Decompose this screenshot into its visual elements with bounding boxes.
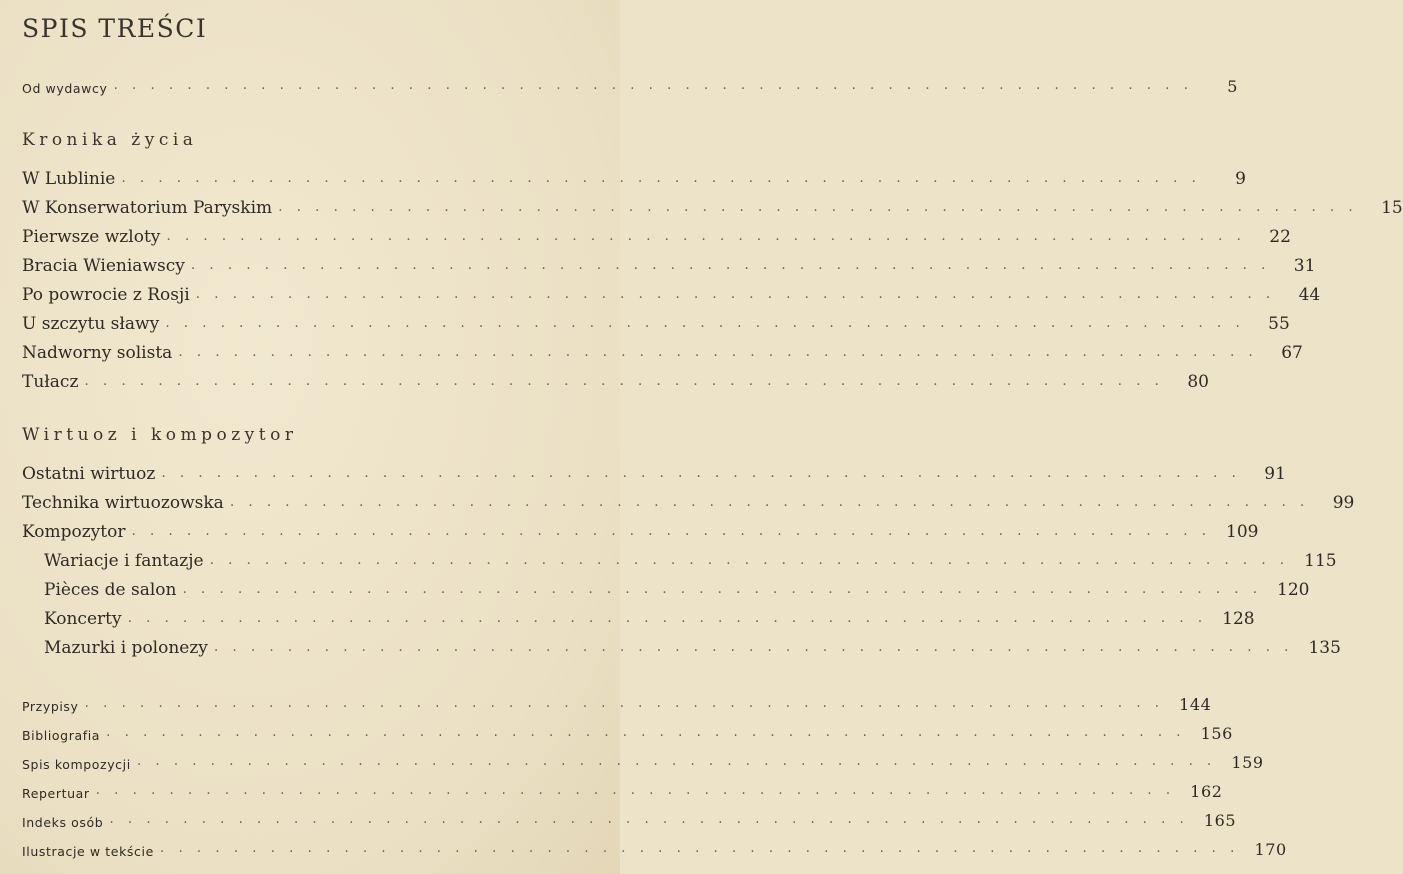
toc-entry-label: Przypisy	[22, 699, 79, 714]
toc-entry-label: Ilustracje w tekście	[22, 844, 154, 859]
toc-entry	[22, 366, 1209, 392]
toc-entry	[22, 487, 1355, 513]
leader-dots: ...........................................................	[159, 840, 1249, 856]
leader-dots: ...........................................................	[84, 373, 1173, 389]
toc-entry-page: 44	[1298, 285, 1321, 305]
toc-entry-page: 162	[1190, 782, 1223, 801]
toc-entry	[22, 746, 1264, 772]
toc-entry-label: Pièces de salon	[44, 580, 177, 600]
toc-entry-label: U szczytu sławy	[22, 314, 160, 334]
toc-entry-page: 5	[1227, 77, 1239, 96]
toc-entry-page: 91	[1264, 464, 1286, 484]
leader-dots: ...........................................................	[106, 724, 1195, 740]
toc-entry-page: 170	[1254, 840, 1287, 859]
toc-entry-page: 128	[1222, 609, 1255, 629]
toc-entry-page: 9	[1235, 169, 1246, 189]
leader-dots: ...........................................................	[95, 782, 1185, 798]
toc-entry-label: Kompozytor	[22, 522, 126, 542]
toc-entry-label: Tułacz	[22, 372, 79, 392]
toc-entry	[22, 458, 1286, 484]
leader-dots: ...........................................................	[136, 753, 1226, 769]
toc-entry-page: 156	[1200, 724, 1233, 743]
toc-entry-page: 31	[1293, 256, 1316, 276]
toc-entry-page: 99	[1332, 493, 1355, 513]
leader-dots: ...........................................................	[195, 286, 1285, 302]
toc-entry	[22, 775, 1223, 801]
toc-entry	[22, 279, 1321, 305]
toc-entry	[22, 70, 1239, 96]
page-title: SPIS TREŚCI	[22, 14, 208, 43]
toc-subentry	[44, 574, 1310, 600]
section-heading-kronika: Kronika życia	[22, 130, 198, 150]
toc-entry	[22, 717, 1233, 743]
toc-entry-label: Spis kompozycji	[22, 757, 131, 772]
toc-entry-page: 120	[1277, 580, 1310, 600]
toc-subentry	[44, 632, 1341, 658]
leader-dots: ...........................................................	[121, 170, 1210, 186]
toc-entry	[22, 804, 1237, 830]
leader-dots: ...........................................................	[166, 228, 1255, 244]
toc-entry	[22, 163, 1246, 189]
toc-entry-label: Technika wirtuozowska	[22, 493, 224, 513]
toc-subentry	[44, 603, 1255, 629]
toc-entry-page: 22	[1269, 227, 1291, 247]
toc-entry-page: 115	[1304, 551, 1337, 571]
leader-dots: ...........................................................	[278, 199, 1367, 215]
toc-entry	[22, 833, 1287, 859]
toc-entry-label: Koncerty	[44, 609, 122, 629]
toc-entry-page: 67	[1281, 343, 1303, 363]
toc-entry-label: Bracia Wieniawscy	[22, 256, 185, 276]
toc-entry	[22, 250, 1316, 276]
leader-dots: ...........................................................	[213, 639, 1303, 655]
toc-entry-label: W Konserwatorium Paryskim	[22, 198, 273, 218]
toc-entry	[22, 688, 1212, 714]
toc-entry-page: 55	[1268, 314, 1290, 334]
toc-entry-page: 144	[1179, 695, 1212, 714]
leader-dots: ...........................................................	[229, 494, 1319, 510]
toc-entry	[22, 337, 1303, 363]
leader-dots: ...........................................................	[209, 552, 1299, 568]
section-heading-wirtuoz: Wirtuoz i kompozytor	[22, 425, 298, 445]
toc-entry-label: Wariacje i fantazje	[44, 551, 204, 571]
leader-dots: ...........................................................	[182, 581, 1272, 597]
toc-entry-page: 165	[1203, 811, 1237, 830]
leader-dots: ...........................................................	[84, 695, 1174, 711]
toc-entry-label: Po powrocie z Rosji	[22, 285, 190, 305]
toc-entry-label: Od wydawcy	[22, 81, 108, 96]
toc-entry-label: Pierwsze wzloty	[22, 227, 161, 247]
leader-dots: ...........................................................	[109, 811, 1198, 827]
leader-dots: ...........................................................	[113, 77, 1203, 93]
toc-entry-page: 109	[1226, 522, 1259, 542]
toc-entry-label: Ostatni wirtuoz	[22, 464, 156, 484]
toc-entry-page: 15	[1381, 198, 1403, 218]
toc-subentry	[44, 545, 1337, 571]
leader-dots: ...........................................................	[161, 465, 1250, 481]
leader-dots: ...........................................................	[190, 257, 1280, 273]
leader-dots: ...........................................................	[165, 315, 1254, 331]
leader-dots: ...........................................................	[178, 344, 1267, 360]
toc-entry-label: Mazurki i polonezy	[44, 638, 208, 658]
toc-entry	[22, 308, 1290, 334]
toc-entry-label: Indeks osób	[22, 815, 104, 830]
toc-entry-label: Bibliografia	[22, 728, 101, 743]
toc-entry	[22, 221, 1291, 247]
leader-dots: ...........................................................	[127, 610, 1217, 626]
toc-entry	[22, 516, 1259, 542]
toc-entry-label: Repertuar	[22, 786, 90, 801]
toc-entry-label: Nadworny solista	[22, 343, 173, 363]
toc-entry-label: W Lublinie	[22, 169, 116, 189]
toc-entry-page: 135	[1308, 638, 1341, 658]
toc-entry	[22, 192, 1403, 218]
leader-dots: ...........................................................	[131, 523, 1221, 539]
toc-entry-page: 159	[1231, 753, 1264, 772]
toc-entry-page: 80	[1187, 372, 1209, 392]
